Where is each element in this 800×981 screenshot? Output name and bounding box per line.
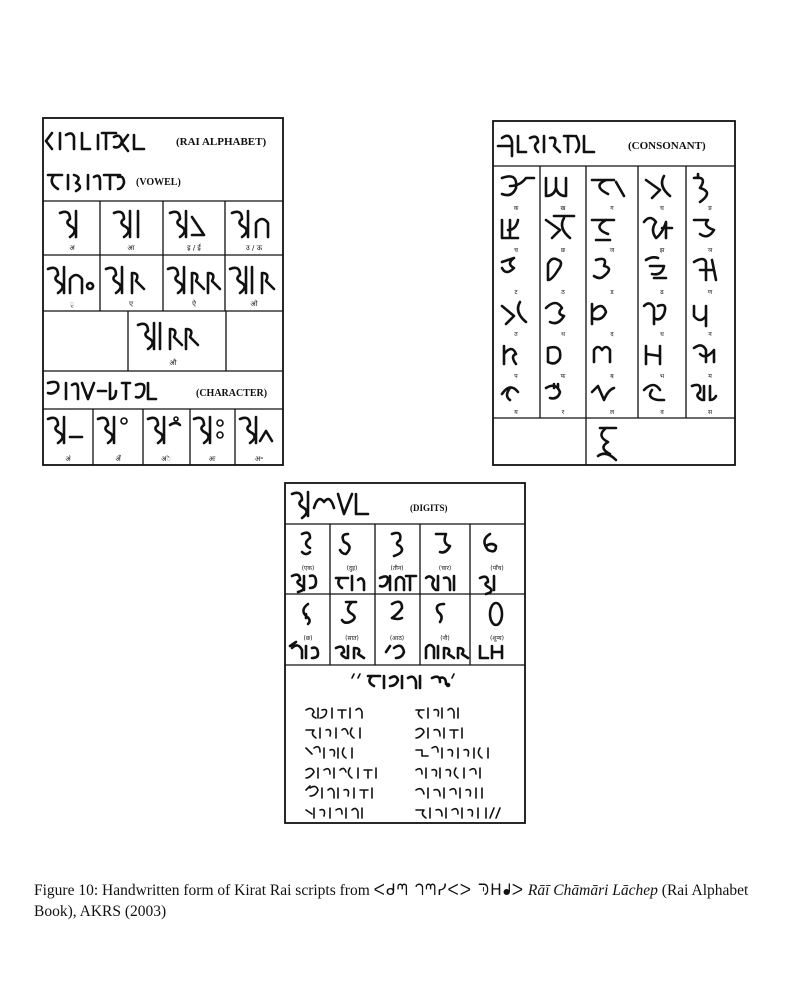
character-script-heading [48, 382, 156, 399]
consonant-note: ख [560, 205, 566, 212]
digit-name: (सात) [345, 635, 359, 642]
digit-name: (एक) [301, 565, 315, 572]
phrase-heading [352, 674, 454, 688]
vowel-glyphs-row-1 [60, 211, 268, 237]
digits-label: (DIGITS) [410, 503, 448, 513]
consonant-note: ध [660, 331, 664, 338]
digits-panel-figure [280, 478, 530, 828]
consonant-note: फ [560, 373, 566, 380]
consonant-note: च [514, 247, 518, 254]
digit-name: (आठ) [389, 635, 405, 642]
consonant-note: न [708, 331, 712, 338]
vowel-notes-row-2 [70, 299, 259, 308]
character-note: अँ [115, 455, 121, 463]
digit-name: (छ) [303, 635, 313, 642]
consonant-note: छ [560, 247, 566, 254]
character-label: (CHARACTER) [196, 388, 268, 399]
figure-caption [34, 880, 774, 922]
digit-names-row-2 [304, 634, 504, 642]
character-note: अः [208, 455, 216, 463]
character-note: अ॰ [254, 455, 264, 463]
digits-panel [280, 478, 530, 828]
consonant-notes [514, 205, 713, 416]
vowel-notes-row-1 [69, 243, 262, 252]
consonant-note: प [514, 373, 518, 380]
digit-names-row-1 [302, 564, 504, 572]
consonant-panel-figure [488, 116, 740, 470]
caption-suffix: (Rai Alphabet Book), AKRS (2003) [34, 882, 749, 920]
vowel-note: ऐ [192, 300, 196, 308]
consonant-note: ङ [708, 205, 712, 212]
consonant-note: थ [561, 331, 565, 338]
rai-alphabet-script-heading [46, 133, 144, 151]
consonant-note: क [513, 205, 519, 212]
vowel-note: उ / ऊ [245, 244, 263, 252]
vowel-glyphs-row-2 [48, 267, 274, 293]
consonant-note: व [660, 409, 664, 416]
caption-prefix: Figure 10: Handwritten form of Kirat Rai scripts from [34, 882, 370, 899]
alphabet-panel-figure [38, 113, 288, 470]
vowel-note: औ [169, 359, 177, 367]
vowel-note: अ [69, 244, 75, 252]
digit-name: (तीन) [390, 565, 404, 572]
digits-script-heading [292, 492, 368, 518]
rai-alphabet-label: (RAI ALPHABET) [176, 136, 267, 148]
digit-name: (शून्य) [489, 635, 505, 642]
handwritten-word-list [306, 708, 500, 818]
caption-script-text: ᐸᑯᘉ ᘃᘉᓯᐸᐳ ᘅᕼᖱᐳ [373, 881, 525, 899]
vowel-script-heading [48, 175, 124, 191]
digit-name: (दुइ) [346, 565, 358, 572]
consonant-note: घ [660, 205, 664, 212]
vowel-note: इ / ई [187, 244, 201, 252]
consonant-note: ञ [707, 247, 713, 254]
caption-book-title: Rāī Chāmāri Lāchep [527, 882, 658, 899]
vowel-glyph-au [138, 323, 198, 349]
digit-name: (पाँच) [490, 565, 504, 572]
consonant-note: भ [659, 373, 665, 380]
consonant-note: ट [514, 289, 518, 296]
digit-words-row-1 [292, 575, 494, 594]
vowel-note: ओ [250, 300, 258, 308]
consonant-label: (CONSONANT) [628, 140, 706, 152]
consonant-note: ग [610, 205, 614, 212]
consonant-note: स [707, 409, 713, 416]
consonant-note: म [708, 373, 712, 380]
consonant-note: ड [610, 289, 614, 296]
consonant-note: ढ [660, 289, 664, 296]
vowel-label: (VOWEL) [136, 177, 181, 188]
consonant-note: ठ [561, 289, 565, 296]
consonant-note: य [514, 409, 518, 416]
digit-glyphs-row-1 [302, 533, 496, 556]
character-notes [65, 454, 263, 463]
consonant-note: त [514, 331, 518, 338]
consonant-note: ल [609, 409, 615, 416]
alphabet-panel [38, 113, 288, 470]
vowel-note: ृ [69, 300, 75, 308]
digit-name: (नौ) [440, 635, 450, 642]
consonant-note: द [610, 331, 614, 338]
character-note: अं [65, 455, 71, 463]
consonant-note: र [561, 409, 565, 416]
consonant-note: झ [659, 247, 665, 254]
consonant-glyphs [502, 174, 716, 460]
character-glyphs [48, 417, 272, 443]
consonant-note: ब [610, 373, 614, 380]
character-note: अॆ [161, 455, 171, 463]
consonant-grid-lines [493, 166, 735, 465]
consonant-script-heading [498, 136, 594, 156]
consonant-note: ण [707, 289, 713, 296]
digit-name: (चार) [438, 565, 452, 572]
vowel-note: ए [129, 300, 133, 308]
digit-glyphs-row-2 [303, 602, 502, 625]
consonant-note: ज [609, 247, 615, 254]
consonant-panel [488, 116, 740, 470]
vowel-note: आ [127, 244, 135, 252]
